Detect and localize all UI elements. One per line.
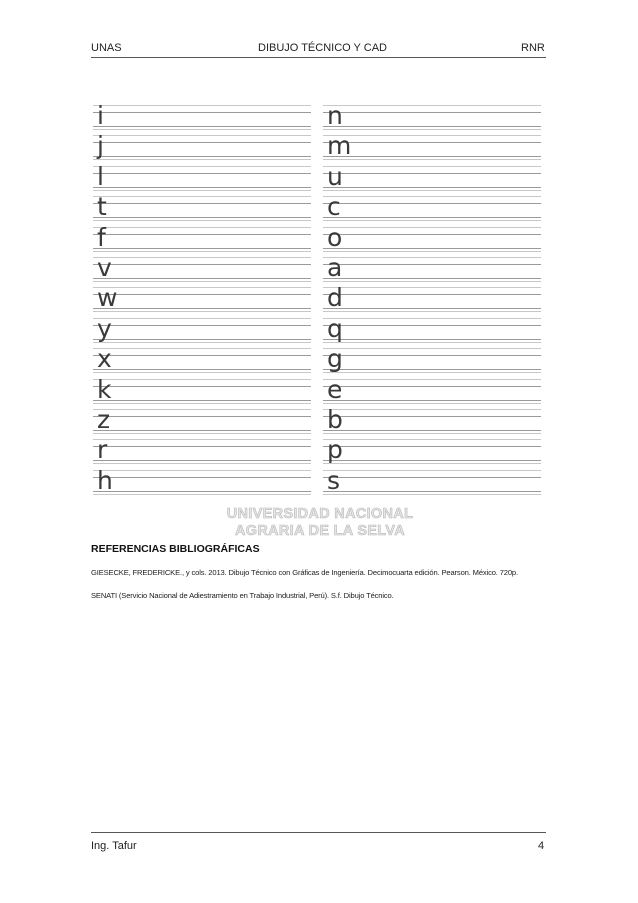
- guide-line: [93, 460, 311, 461]
- guide-line: [323, 294, 541, 295]
- guide-line: [323, 369, 541, 370]
- header-left: UNAS: [91, 42, 122, 54]
- letter-glyph: i: [97, 101, 104, 130]
- footer-author: Ing. Tafur: [91, 840, 137, 852]
- guide-line: [93, 126, 311, 127]
- guide-line: [93, 416, 311, 417]
- letter-row: [93, 434, 311, 464]
- guide-line: [93, 105, 311, 106]
- guide-line: [323, 264, 541, 265]
- guide-line: [93, 166, 311, 167]
- guide-line: [93, 234, 311, 235]
- guide-line: [93, 248, 311, 249]
- header-rule: [91, 57, 546, 58]
- guide-line: [93, 217, 311, 218]
- guide-line: [93, 173, 311, 174]
- letter-row: [93, 130, 311, 160]
- guide-line: [323, 227, 541, 228]
- guide-line: [323, 491, 541, 492]
- letter-glyph: a: [327, 253, 343, 282]
- guide-line: [323, 460, 541, 461]
- guide-line: [93, 287, 311, 288]
- guide-line: [323, 187, 541, 188]
- guide-line: [323, 318, 541, 319]
- guide-line: [93, 308, 311, 309]
- guide-line: [93, 187, 311, 188]
- letter-row: [323, 374, 541, 404]
- guide-line: [93, 294, 311, 295]
- guide-line: [93, 369, 311, 370]
- letter-glyph: z: [97, 405, 111, 434]
- letter-row: [93, 404, 311, 434]
- letter-row: [93, 374, 311, 404]
- guide-line: [93, 494, 311, 495]
- letter-row: [323, 465, 541, 495]
- guide-line: [93, 355, 311, 356]
- guide-line: [323, 430, 541, 431]
- guide-line: [93, 470, 311, 471]
- guide-line: [93, 477, 311, 478]
- reference-item: SENATI (Servicio Nacional de Adiestramiento en Trabajo Industrial, Perú). S.f. Dibujo Técnico.: [91, 591, 394, 600]
- guide-line: [323, 348, 541, 349]
- letter-glyph: f: [97, 222, 106, 252]
- guide-line: [323, 217, 541, 218]
- guide-line: [323, 234, 541, 235]
- letter-glyph: g: [327, 344, 343, 374]
- letter-row: [93, 252, 311, 282]
- guide-line: [93, 142, 311, 143]
- letter-row: [93, 343, 311, 373]
- guide-line: [323, 409, 541, 410]
- letter-glyph: b: [327, 405, 343, 434]
- watermark-line-2: AGRARIA DE LA SELVA: [234, 523, 406, 539]
- guide-line: [93, 203, 311, 204]
- letter-glyph: p: [327, 435, 343, 465]
- guide-line: [93, 339, 311, 340]
- guide-line: [93, 196, 311, 197]
- letter-row: [93, 100, 311, 130]
- guide-line: [323, 166, 541, 167]
- guide-line: [93, 278, 311, 279]
- guide-line: [93, 491, 311, 492]
- guide-line: [93, 264, 311, 265]
- letter-row: [323, 343, 541, 373]
- guide-line: [323, 287, 541, 288]
- letter-glyph: c: [327, 192, 341, 222]
- letter-row: [93, 465, 311, 495]
- letter-glyph: o: [327, 222, 343, 252]
- letter-row: [323, 404, 541, 434]
- letter-glyph: s: [327, 465, 341, 495]
- guide-line: [323, 439, 541, 440]
- guide-line: [323, 112, 541, 113]
- guide-line: [323, 325, 541, 326]
- guide-line: [323, 416, 541, 417]
- guide-line: [323, 203, 541, 204]
- guide-line: [323, 126, 541, 127]
- guide-line: [323, 470, 541, 471]
- guide-line: [323, 386, 541, 387]
- reference-item: GIESECKE, FREDERICKE., y cols. 2013. Dibujo Técnico con Gráficas de Ingeniería. Decimocuarta edición. Pearson. México. 720p.: [91, 568, 518, 577]
- letter-row: [323, 282, 541, 312]
- guide-line: [323, 142, 541, 143]
- guide-line: [323, 477, 541, 478]
- guide-line: [93, 430, 311, 431]
- guide-line: [323, 379, 541, 380]
- guide-line: [93, 409, 311, 410]
- letter-glyph: w: [97, 283, 118, 313]
- guide-line: [93, 112, 311, 113]
- letter-row: [323, 252, 541, 282]
- guide-line: [93, 227, 311, 228]
- letter-glyph: x: [97, 344, 112, 374]
- guide-line: [93, 386, 311, 387]
- guide-line: [323, 446, 541, 447]
- letter-glyph: e: [327, 374, 343, 404]
- guide-line: [323, 135, 541, 136]
- letter-row: [323, 161, 541, 191]
- guide-line: [323, 494, 541, 495]
- letter-glyph: h: [97, 465, 113, 495]
- letter-glyph: j: [97, 131, 104, 161]
- watermark-line-1: UNIVERSIDAD NACIONAL: [226, 506, 414, 522]
- letter-glyph: m: [327, 131, 352, 161]
- letter-glyph: d: [327, 283, 343, 313]
- letter-glyph: k: [97, 374, 112, 404]
- guide-line: [93, 318, 311, 319]
- guide-line: [93, 379, 311, 380]
- guide-line: [323, 400, 541, 401]
- guide-line: [93, 439, 311, 440]
- guide-line: [323, 257, 541, 258]
- letter-row: [323, 100, 541, 130]
- letter-row: [323, 130, 541, 160]
- guide-line: [93, 257, 311, 258]
- letter-row: [323, 313, 541, 343]
- letter-glyph: n: [327, 101, 343, 130]
- letter-row: [93, 282, 311, 312]
- guide-line: [93, 135, 311, 136]
- letter-glyph: t: [97, 192, 107, 222]
- guide-line: [93, 156, 311, 157]
- guide-line: [323, 339, 541, 340]
- page-number: 4: [538, 840, 545, 852]
- guide-line: [93, 446, 311, 447]
- letter-row: [323, 222, 541, 252]
- letter-glyph: r: [97, 435, 108, 465]
- letter-glyph: y: [97, 313, 112, 343]
- letter-row: [93, 222, 311, 252]
- guide-line: [323, 355, 541, 356]
- guide-line: [323, 248, 541, 249]
- letter-row: [93, 313, 311, 343]
- letter-glyph: v: [97, 253, 112, 282]
- letter-glyph: q: [327, 313, 343, 343]
- letter-row: [323, 191, 541, 221]
- guide-line: [323, 173, 541, 174]
- letter-glyph: l: [97, 161, 104, 191]
- guide-line: [323, 308, 541, 309]
- letter-row: [93, 191, 311, 221]
- guide-line: [323, 105, 541, 106]
- footer-rule: [91, 832, 546, 833]
- guide-line: [323, 196, 541, 197]
- guide-line: [323, 156, 541, 157]
- guide-line: [93, 325, 311, 326]
- letter-glyph: u: [327, 161, 343, 191]
- header-title: DIBUJO TÉCNICO Y CAD: [258, 42, 387, 54]
- guide-line: [93, 348, 311, 349]
- references-title: REFERENCIAS BIBLIOGRÁFICAS: [91, 543, 260, 555]
- header-right: RNR: [521, 42, 545, 54]
- guide-line: [93, 400, 311, 401]
- letter-row: [93, 161, 311, 191]
- letter-row: [323, 434, 541, 464]
- guide-line: [323, 278, 541, 279]
